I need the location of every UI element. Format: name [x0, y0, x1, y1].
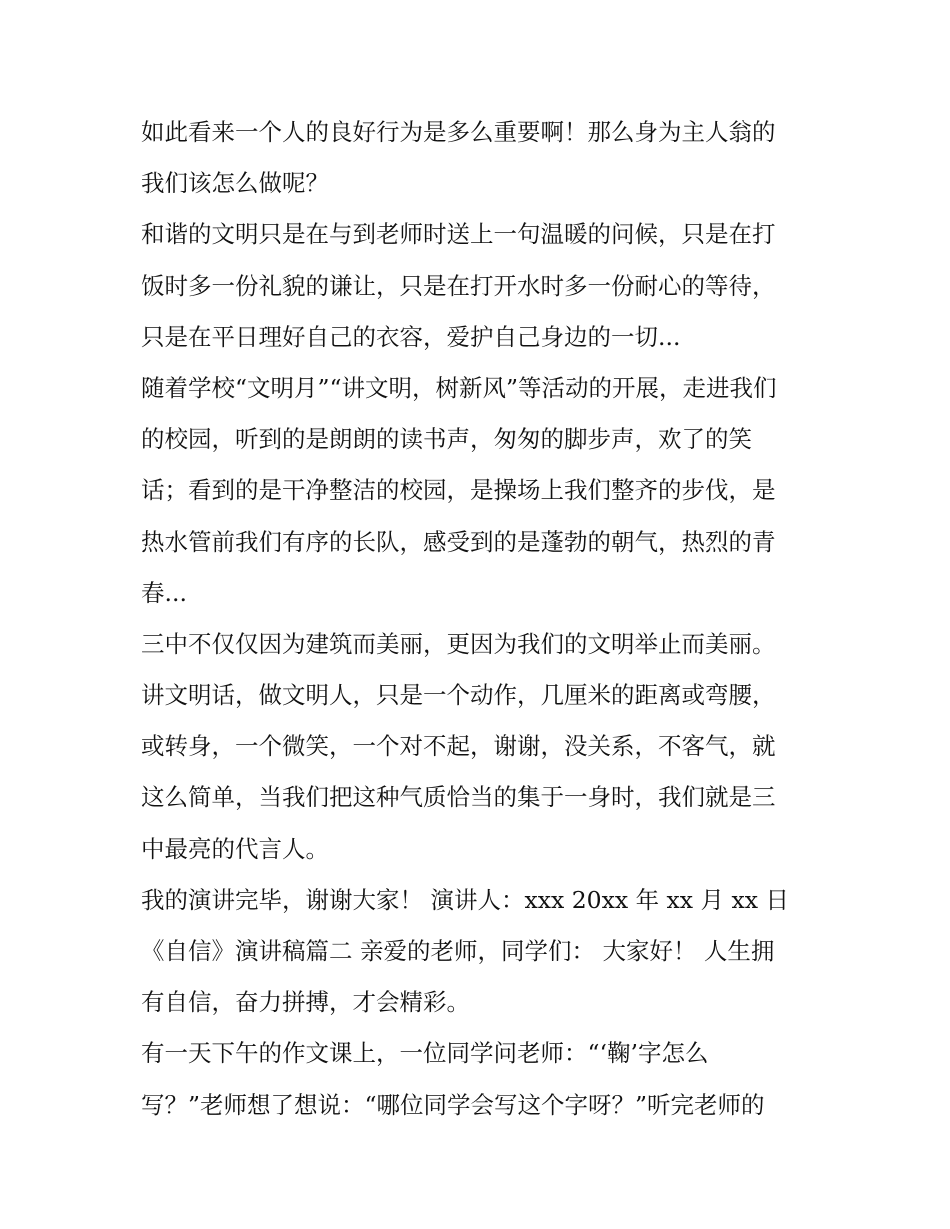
text-line: 这么简单，当我们把这种气质恰当的集于一身时，我们就是三	[141, 783, 776, 812]
text-line: 话；看到的是干净整洁的校园，是操场上我们整齐的步伐，是	[141, 476, 776, 505]
text-line: 和谐的文明只是在与到老师时送上一句温暖的问候，只是在打	[141, 220, 776, 249]
text-line: 有一天下午的作文课上，一位同学问老师：“‘鞠’字怎么	[141, 1039, 709, 1068]
text-line: 春...	[141, 578, 187, 607]
text-line: 我的演讲完毕，谢谢大家！ 演讲人：xxx 20xx 年 xx 月 xx 日	[141, 885, 789, 914]
document-body	[141, 107, 821, 1131]
text-line: 有自信，奋力拼搏，才会精彩。	[141, 988, 470, 1017]
text-line: 中最亮的代言人。	[141, 834, 329, 863]
text-line: 《自信》演讲稿篇二 亲爱的老师，同学们： 大家好！ 人生拥	[141, 937, 775, 965]
text-line: 随着学校“文明月”“讲文明，树新风”等活动的开展，走进我们	[141, 373, 777, 402]
text-line: 只是在平日理好自己的衣容，爱护自己身边的一切...	[141, 322, 681, 351]
text-line: 热水管前我们有序的长队，感受到的是蓬勃的朝气，热烈的青	[141, 527, 776, 556]
text-line: 我们该怎么做呢？	[141, 169, 329, 198]
text-line: 写？”老师想了想说：“哪位同学会写这个字呀？”听完老师的	[141, 1090, 765, 1119]
text-line: 或转身，一个微笑，一个对不起，谢谢，没关系，不客气，就	[141, 732, 776, 761]
text-line: 饭时多一份礼貌的谦让，只是在打开水时多一份耐心的等待，	[141, 271, 776, 300]
text-line: 三中不仅仅因为建筑而美丽，更因为我们的文明举止而美丽。	[141, 629, 776, 658]
text-line: 的校园，听到的是朗朗的读书声，匆匆的脚步声，欢了的笑	[141, 425, 752, 454]
text-line: 如此看来一个人的良好行为是多么重要啊！那么身为主人翁的	[141, 118, 776, 146]
text-line: 讲文明话，做文明人，只是一个动作，几厘米的距离或弯腰，	[141, 681, 776, 710]
